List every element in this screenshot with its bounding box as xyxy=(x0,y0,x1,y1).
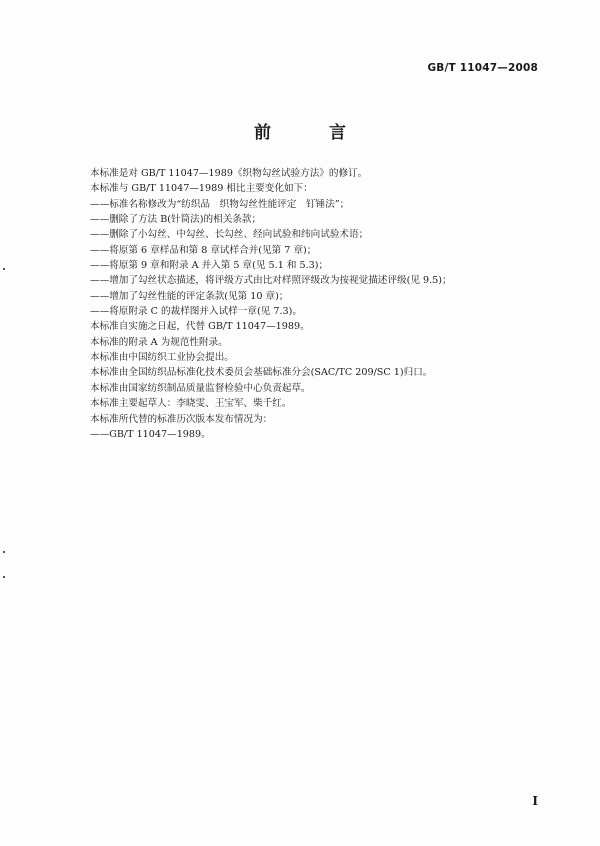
list-item: ——GB/T 11047—1989。 xyxy=(90,428,211,440)
text-line: 本标准与 GB/T 11047—1989 相比主要变化如下： xyxy=(90,183,313,195)
text-line: 本标准主要起草人：李晓雯、王宝军、柴千红。 xyxy=(90,398,292,410)
page-number: I xyxy=(532,794,538,808)
list-item: ——增加了勾丝状态描述，将评级方式由比对样照评级改为按视觉描述评级(见 9.5)； xyxy=(90,275,452,287)
list-item: ——将原附录 C 的裁样图并入试样一章(见 7.3)。 xyxy=(90,306,302,318)
text-line: 本标准由全国纺织品标准化技术委员会基础标准分会(SAC/TC 209/SC 1)归口。 xyxy=(90,367,433,379)
list-item: ——删除了方法 B(针筒法)的相关条款； xyxy=(90,214,262,226)
list-item: ——标准名称修改为“纺织品 织物勾丝性能评定 钉锤法”； xyxy=(90,198,350,210)
text-line: 本标准的附录 A 为规范性附录。 xyxy=(90,336,228,348)
scan-artifact xyxy=(3,268,5,270)
text-line: 本标准是对 GB/T 11047—1989《织物勾丝试验方法》的修订。 xyxy=(90,168,368,179)
list-item: ——将原第 6 章样品和第 8 章试样合并(见第 7 章)； xyxy=(90,244,317,256)
text-line: 本标准自实施之日起，代替 GB/T 11047—1989。 xyxy=(90,321,310,333)
text-line: 本标准由国家纺织制品质量监督检验中心负责起草。 xyxy=(90,382,311,394)
text-line: 本标准所代替的标准历次版本发布情况为： xyxy=(90,413,273,425)
foreword-body xyxy=(90,166,530,442)
page-title: 前 言 xyxy=(254,123,372,143)
list-item: ——增加了勾丝性能的评定条款(见第 10 章)； xyxy=(90,290,289,302)
scan-artifact xyxy=(3,551,5,553)
text-line: 本标准由中国纺织工业协会提出。 xyxy=(90,352,234,364)
list-item: ——将原第 9 章和附录 A 并入第 5 章(见 5.1 和 5.3)； xyxy=(90,260,329,272)
scan-artifact xyxy=(3,576,5,578)
standard-code: GB/T 11047—2008 xyxy=(427,62,538,74)
list-item: ——删除了小勾丝、中勾丝、长勾丝、经向试验和纬向试验术语； xyxy=(90,229,369,241)
